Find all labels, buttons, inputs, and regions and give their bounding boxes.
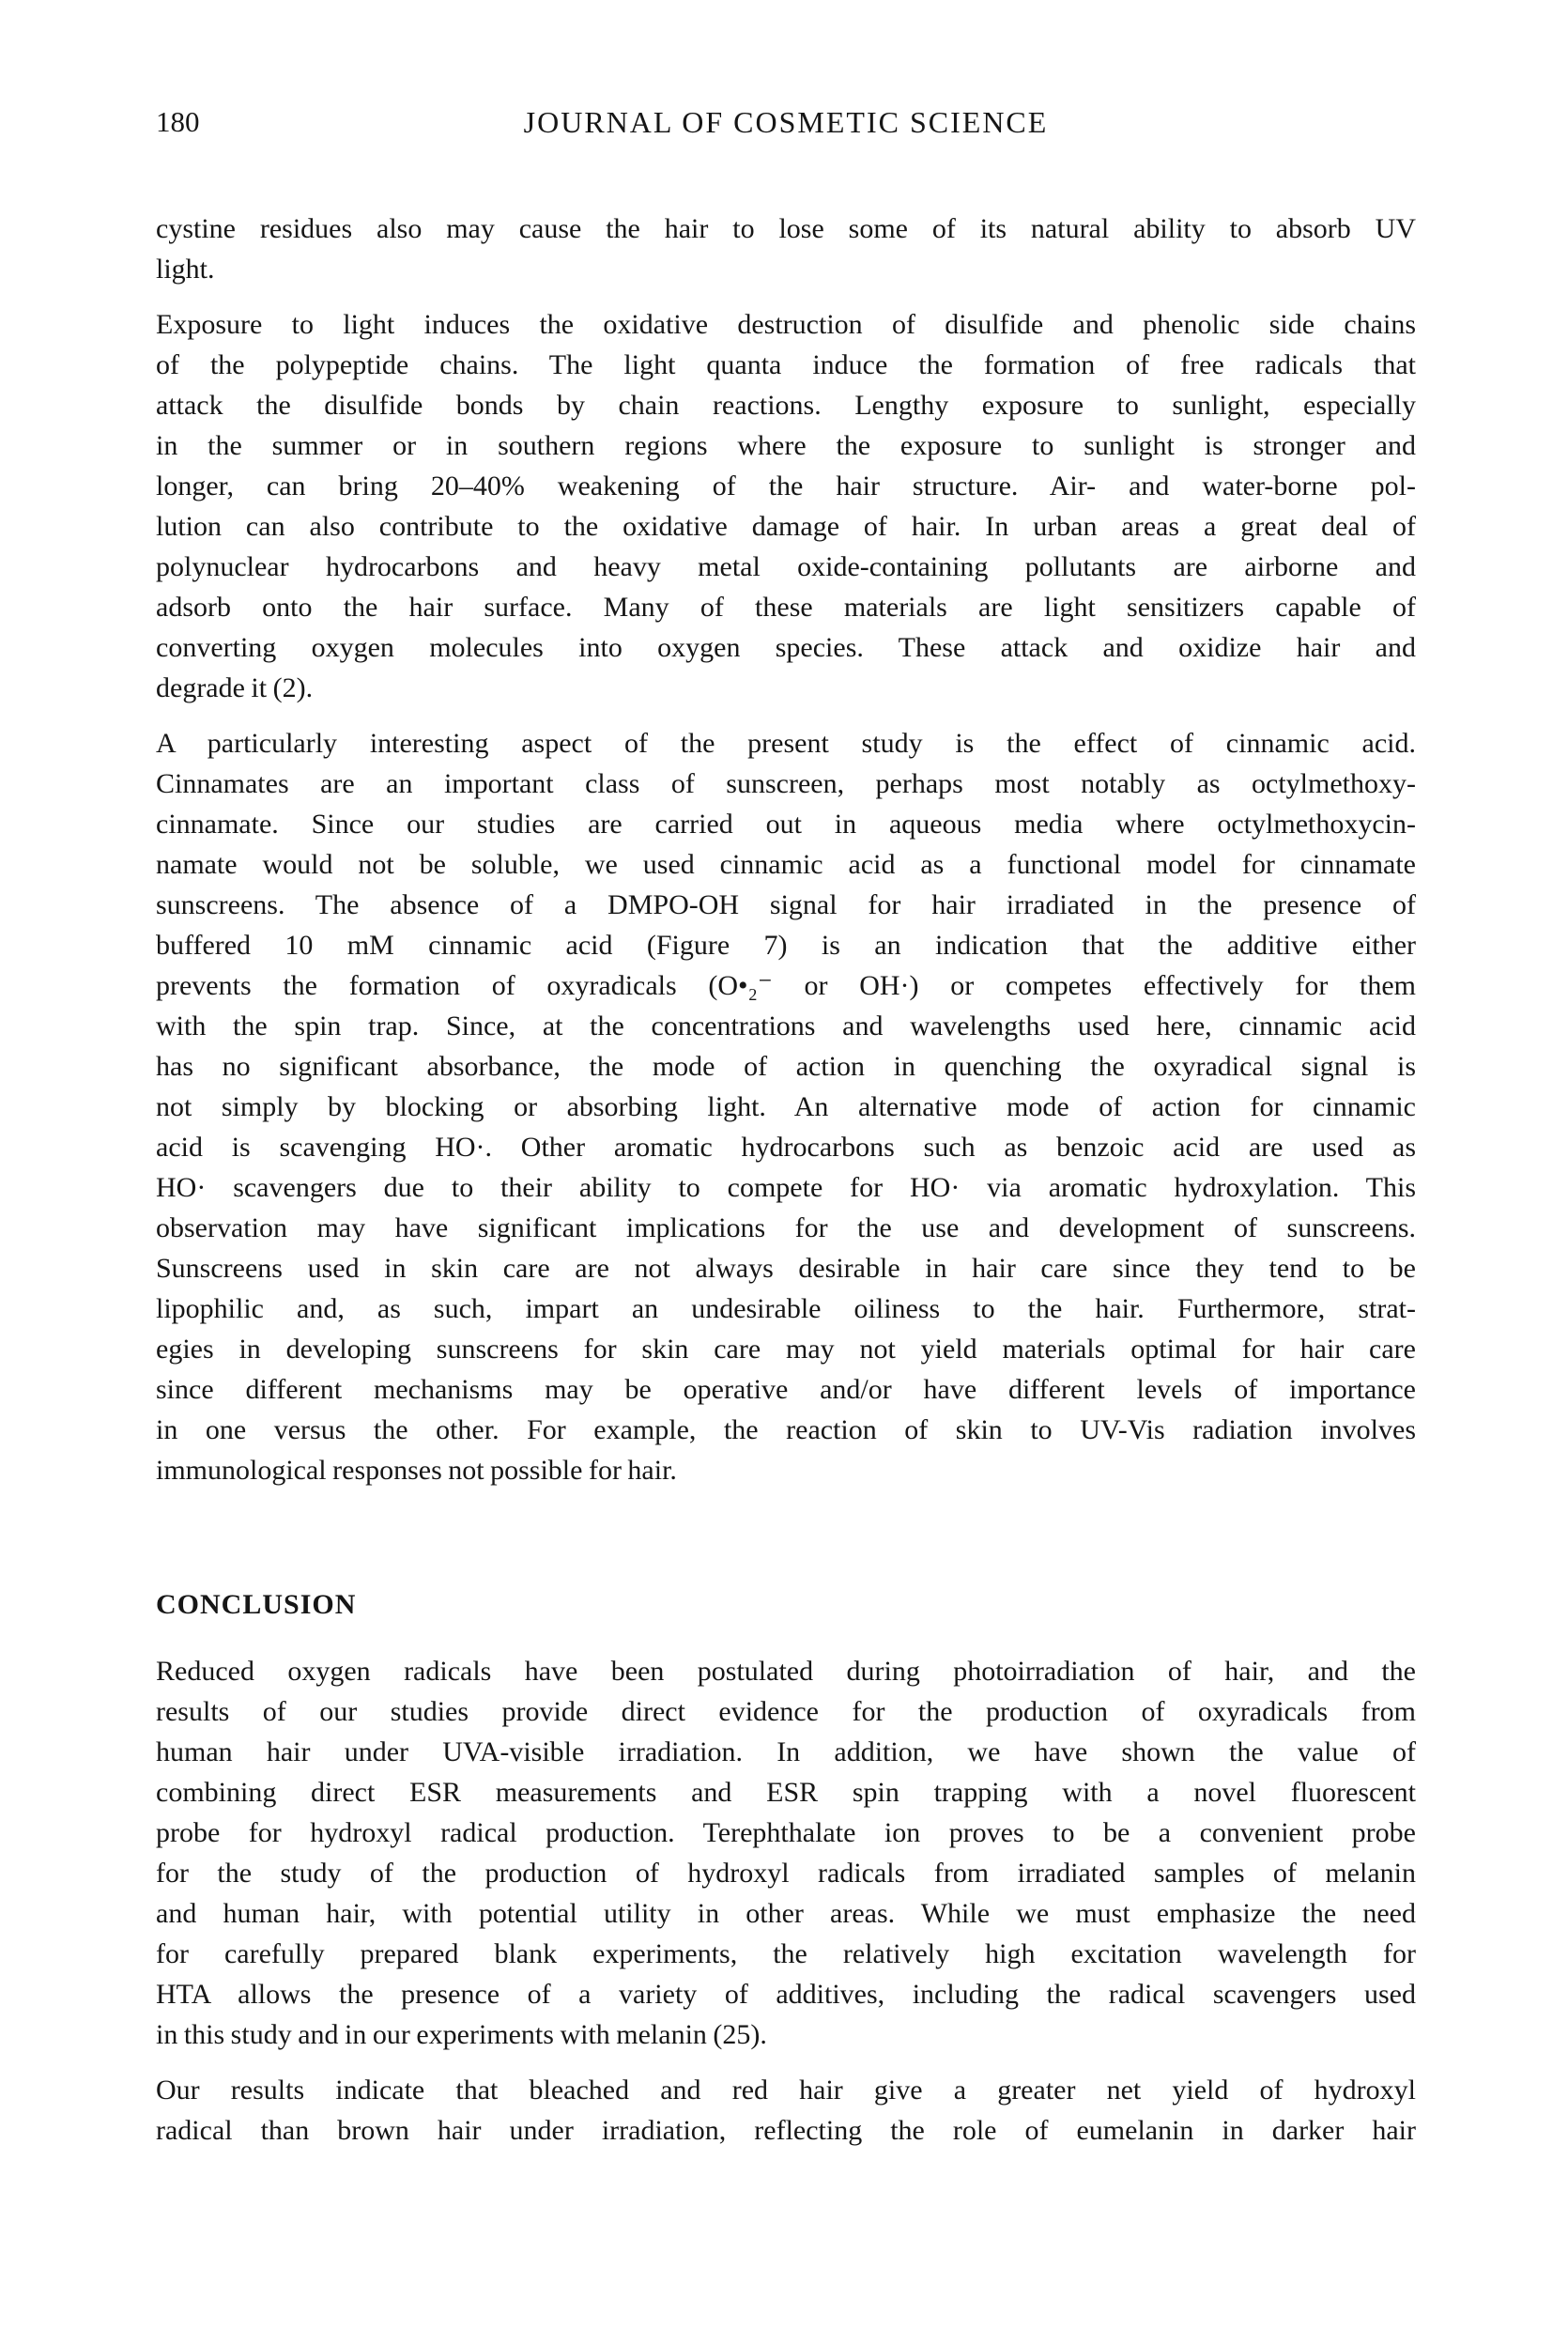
text-line: HO· scavengers due to their ability to compete for HO· via aromatic hydroxylation. This bbox=[156, 1172, 1416, 1203]
text-line: results of our studies provide direct evidence for the production of oxyradicals from bbox=[156, 1696, 1416, 1727]
text-line: immunological responses not possible for hair. bbox=[156, 1455, 677, 1486]
text-line: converting oxygen molecules into oxygen species. These attack and oxidize hair and bbox=[156, 632, 1416, 663]
paragraph bbox=[156, 208, 1416, 289]
text-line: longer, can bring 20–40% weakening of the hair structure. Air- and water-borne pol- bbox=[156, 471, 1416, 501]
text-line: of the polypeptide chains. The light quanta induce the formation of free radicals that bbox=[156, 349, 1416, 380]
text-line: with the spin trap. Since, at the concentrations and wavelengths used here, cinnamic acid bbox=[156, 1011, 1416, 1041]
paragraph bbox=[156, 304, 1416, 708]
text-line: for the study of the production of hydroxyl radicals from irradiated samples of melanin bbox=[156, 1858, 1416, 1889]
paragraph bbox=[156, 1651, 1416, 2055]
text-line: light. bbox=[156, 254, 215, 285]
text-line: probe for hydroxyl radical production. Terephthalate ion proves to be a convenient probe bbox=[156, 1817, 1416, 1848]
text-line: prevents the formation of oxyradicals (O•₂⁻ or OH·) or competes effectively for them bbox=[156, 970, 1416, 1001]
text-line: since different mechanisms may be operative and/or have different levels of importance bbox=[156, 1374, 1416, 1405]
text-line: buffered 10 mM cinnamic acid (Figure 7) is an indication that the additive either bbox=[156, 930, 1416, 961]
text-line: cinnamate. Since our studies are carried out in aqueous media where octylmethoxycin- bbox=[156, 809, 1416, 840]
text-line: Exposure to light induces the oxidative destruction of disulfide and phenolic side chains bbox=[156, 309, 1416, 340]
text-line: not simply by blocking or absorbing light. An alternative mode of action for cinnamic bbox=[156, 1091, 1416, 1122]
paragraph bbox=[156, 723, 1416, 1490]
text-line: has no significant absorbance, the mode of action in quenching the oxyradical signal is bbox=[156, 1051, 1416, 1082]
page-header bbox=[156, 103, 1416, 145]
text-line: in the summer or in southern regions where the exposure to sunlight is stronger and bbox=[156, 430, 1416, 461]
text-line: Our results indicate that bleached and red hair give a greater net yield of hydroxyl bbox=[156, 2075, 1416, 2106]
text-line: and human hair, with potential utility in other areas. While we must emphasize the need bbox=[156, 1898, 1416, 1929]
text-line: sunscreens. The absence of a DMPO-OH signal for hair irradiated in the presence of bbox=[156, 889, 1416, 920]
text-line: egies in developing sunscreens for skin care may not yield materials optimal for hair care bbox=[156, 1334, 1416, 1365]
text-line: Reduced oxygen radicals have been postulated during photoirradiation of hair, and the bbox=[156, 1656, 1416, 1687]
text-line: adsorb onto the hair surface. Many of these materials are light sensitizers capable of bbox=[156, 592, 1416, 623]
body-blocks bbox=[156, 208, 1416, 2166]
page-number: 180 bbox=[156, 105, 200, 138]
text-line: lipophilic and, as such, impart an undesirable oiliness to the hair. Furthermore, strat- bbox=[156, 1293, 1416, 1324]
text-line: in this study and in our experiments with melanin (25). bbox=[156, 2019, 767, 2050]
text-line: polynuclear hydrocarbons and heavy metal oxide-containing pollutants are airborne and bbox=[156, 551, 1416, 582]
text-line: HTA allows the presence of a variety of additives, including the radical scavengers used bbox=[156, 1979, 1416, 2010]
text-line: Sunscreens used in skin care are not always desirable in hair care since they tend to be bbox=[156, 1253, 1416, 1284]
text-line: in one versus the other. For example, the reaction of skin to UV-Vis radiation involves bbox=[156, 1414, 1416, 1445]
text-line: Cinnamates are an important class of sunscreen, perhaps most notably as octylmethoxy- bbox=[156, 768, 1416, 799]
section-heading: CONCLUSION bbox=[156, 1589, 357, 1620]
text-line: combining direct ESR measurements and ESR spin trapping with a novel fluorescent bbox=[156, 1777, 1416, 1808]
text-line: radical than brown hair under irradiation, reflecting the role of eumelanin in darker hair bbox=[156, 2115, 1416, 2146]
text-line: attack the disulfide bonds by chain reactions. Lengthy exposure to sunlight, especially bbox=[156, 390, 1416, 421]
text-line: acid is scavenging HO·. Other aromatic hydrocarbons such as benzoic acid are used as bbox=[156, 1132, 1416, 1163]
text-line: A particularly interesting aspect of the present study is the effect of cinnamic acid. bbox=[156, 728, 1416, 759]
text-line: human hair under UVA-visible irradiation. In addition, we have shown the value of bbox=[156, 1736, 1416, 1767]
text-line: observation may have significant implications for the use and development of sunscreens. bbox=[156, 1212, 1416, 1243]
running-title: JOURNAL OF COSMETIC SCIENCE bbox=[523, 105, 1049, 139]
text-line: degrade it (2). bbox=[156, 672, 314, 703]
text-line: lution can also contribute to the oxidative damage of hair. In urban areas a great deal of bbox=[156, 511, 1416, 542]
paragraph bbox=[156, 2070, 1416, 2151]
text-line: cystine residues also may cause the hair to lose some of its natural ability to absorb UV bbox=[156, 213, 1416, 244]
text-line: for carefully prepared blank experiments, the relatively high excitation wavelength for bbox=[156, 1938, 1416, 1969]
text-line: namate would not be soluble, we used cinnamic acid as a functional model for cinnamate bbox=[156, 849, 1416, 880]
